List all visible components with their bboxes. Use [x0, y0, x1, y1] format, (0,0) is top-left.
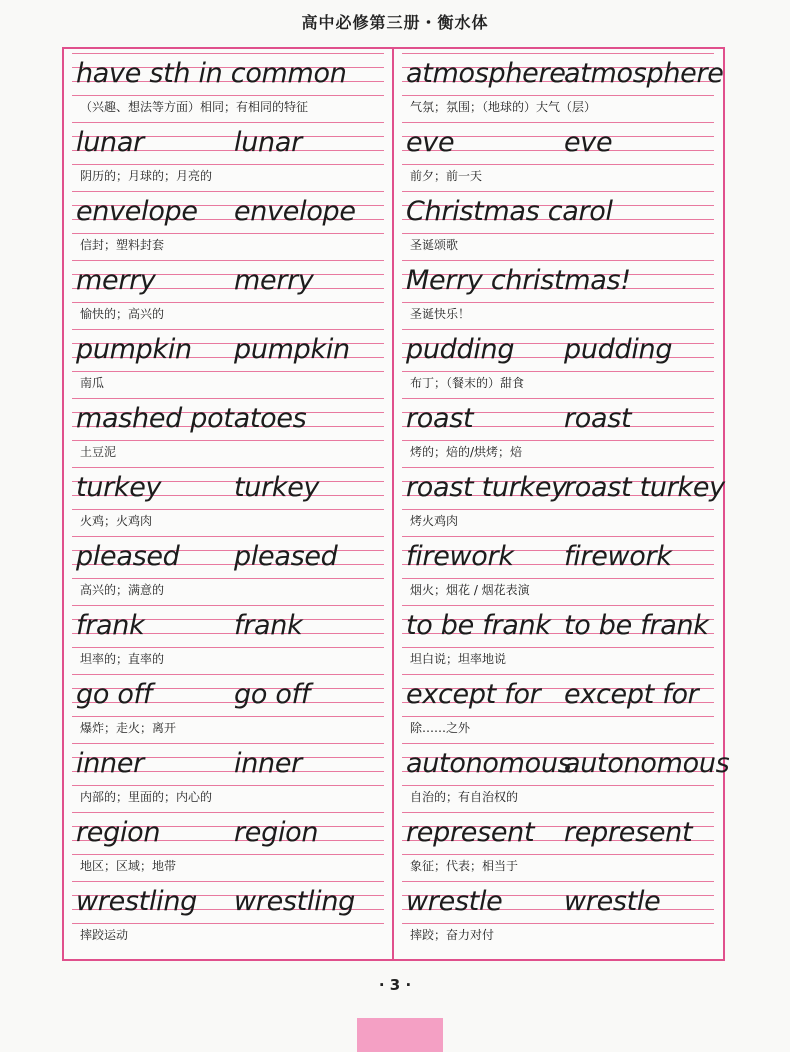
vocab-meaning: 阴历的；月球的；月亮的 [80, 169, 213, 183]
vocab-meaning: 布丁；（餐末的）甜食 [410, 376, 525, 390]
vocab-meaning: 前夕；前一天 [410, 169, 483, 183]
vocab-word: go off [76, 679, 152, 710]
vocab-entry [394, 737, 730, 806]
vocab-word: mashed potatoes [76, 403, 307, 434]
vocab-entry [64, 530, 392, 599]
vocab-entry [64, 323, 392, 392]
vocab-word-copy: to be frank [564, 610, 709, 641]
vocab-word: atmosphere [406, 58, 566, 89]
vocab-entry [64, 668, 392, 737]
vocab-entry [394, 599, 722, 668]
vocab-entry [394, 875, 722, 944]
vocab-word-copy: autonomous [564, 748, 730, 779]
vocab-word: pumpkin [76, 334, 192, 365]
vocab-entry [394, 323, 722, 392]
vocab-word: inner [76, 748, 144, 779]
vocab-meaning: 南瓜 [80, 376, 105, 390]
page-tab-marker [357, 1018, 443, 1052]
vocab-meaning: 坦率的；直率的 [80, 652, 165, 666]
vocab-meaning: 烤火鸡肉 [410, 514, 459, 528]
vocab-word-copy: eve [564, 127, 613, 158]
vocab-word: region [76, 817, 161, 848]
vocab-word-copy: go off [234, 679, 310, 710]
right-column [394, 47, 730, 944]
vocab-word-copy: except for [564, 679, 699, 710]
vocab-word: autonomous [406, 748, 572, 779]
vocab-word: wrestling [76, 886, 198, 917]
vocab-entry [394, 530, 722, 599]
vocab-word-copy: merry [234, 265, 314, 296]
vocab-meaning: 地区；区域；地带 [80, 859, 177, 873]
vocab-word-copy: envelope [234, 196, 356, 227]
left-column [64, 47, 392, 944]
vocab-word: envelope [76, 196, 198, 227]
vocab-meaning: 坦白说；坦率地说 [410, 652, 507, 666]
vocab-meaning: 烟火；烟花 / 烟花表演 [410, 583, 530, 597]
vocab-meaning: 摔跤；奋力对付 [410, 928, 495, 942]
vocab-word-copy: pudding [564, 334, 673, 365]
vocab-word-copy: roast turkey [564, 472, 725, 503]
vocab-meaning: 自治的；有自治权的 [410, 790, 519, 804]
vocab-word-copy: pleased [234, 541, 338, 572]
vocab-entry [394, 668, 722, 737]
vocab-word-copy: atmosphere [564, 58, 724, 89]
vocab-meaning: （兴趣、想法等方面）相同；有相同的特征 [80, 100, 309, 114]
vocab-entry [64, 47, 392, 116]
vocab-meaning: 愉快的；高兴的 [80, 307, 165, 321]
vocab-meaning: 除……之外 [410, 721, 471, 735]
vocab-meaning: 内部的；里面的；内心的 [80, 790, 213, 804]
vocab-entry [64, 116, 392, 185]
vocab-word: pudding [406, 334, 515, 365]
vocab-word-copy: roast [564, 403, 632, 434]
vocab-word: Merry christmas! [406, 265, 631, 296]
vocab-word: pleased [76, 541, 180, 572]
vocab-meaning: 爆炸；走火；离开 [80, 721, 177, 735]
page-number: · 3 · [378, 976, 412, 994]
vocab-entry [394, 806, 722, 875]
vocab-entry [64, 254, 392, 323]
vocab-word-copy: lunar [234, 127, 302, 158]
vocab-word: to be frank [406, 610, 551, 641]
vocab-meaning: 象征；代表；相当于 [410, 859, 519, 873]
vocab-meaning: 烤的；焙的/烘烤；焙 [410, 445, 523, 459]
vocab-word-copy: region [234, 817, 319, 848]
vocab-word: turkey [76, 472, 162, 503]
vocab-entry [394, 461, 725, 530]
page-title: 高中必修第三册・衡水体 [301, 13, 489, 32]
vocab-word-copy: turkey [234, 472, 320, 503]
vocab-word: represent [406, 817, 535, 848]
vocab-meaning: 圣诞颂歌 [410, 238, 459, 252]
vocab-meaning: 摔跤运动 [80, 928, 129, 942]
vocab-entry [394, 116, 722, 185]
vocab-word-copy: firework [564, 541, 672, 572]
vocab-entry [394, 47, 722, 116]
vocab-entry [64, 737, 392, 806]
vocab-word: merry [76, 265, 156, 296]
vocab-word-copy: pumpkin [234, 334, 350, 365]
vocab-entry [64, 806, 392, 875]
vocab-meaning: 信封；塑料封套 [80, 238, 165, 252]
vocab-entry [64, 461, 392, 530]
vocab-entry [394, 392, 722, 461]
vocab-entry [394, 254, 722, 323]
vocab-word: eve [406, 127, 455, 158]
vocab-entry [64, 392, 392, 461]
vocab-entry [64, 185, 392, 254]
vocab-word: Christmas carol [406, 196, 613, 227]
vocab-meaning: 高兴的；满意的 [80, 583, 165, 597]
vocab-word-copy: wrestling [234, 886, 356, 917]
vocab-word-copy: represent [564, 817, 693, 848]
vocab-word: frank [76, 610, 145, 641]
vocab-entry [394, 185, 722, 254]
vocab-word: firework [406, 541, 514, 572]
vocab-word: have sth in common [76, 58, 347, 89]
vocab-word-copy: inner [234, 748, 302, 779]
vocab-word: roast [406, 403, 474, 434]
vocab-meaning: 圣诞快乐！ [410, 307, 471, 321]
vocab-word: lunar [76, 127, 144, 158]
vocab-word-copy: wrestle [564, 886, 661, 917]
vocab-meaning: 火鸡；火鸡肉 [80, 514, 153, 528]
vocab-meaning: 土豆泥 [80, 445, 117, 459]
vocab-entry [64, 875, 392, 944]
vocab-word: wrestle [406, 886, 503, 917]
vocab-meaning: 气氛；氛围；（地球的）大气（层） [410, 100, 597, 114]
vocab-word-copy: frank [234, 610, 303, 641]
vocab-word: roast turkey [406, 472, 567, 503]
vocab-word: except for [406, 679, 541, 710]
vocab-entry [64, 599, 392, 668]
